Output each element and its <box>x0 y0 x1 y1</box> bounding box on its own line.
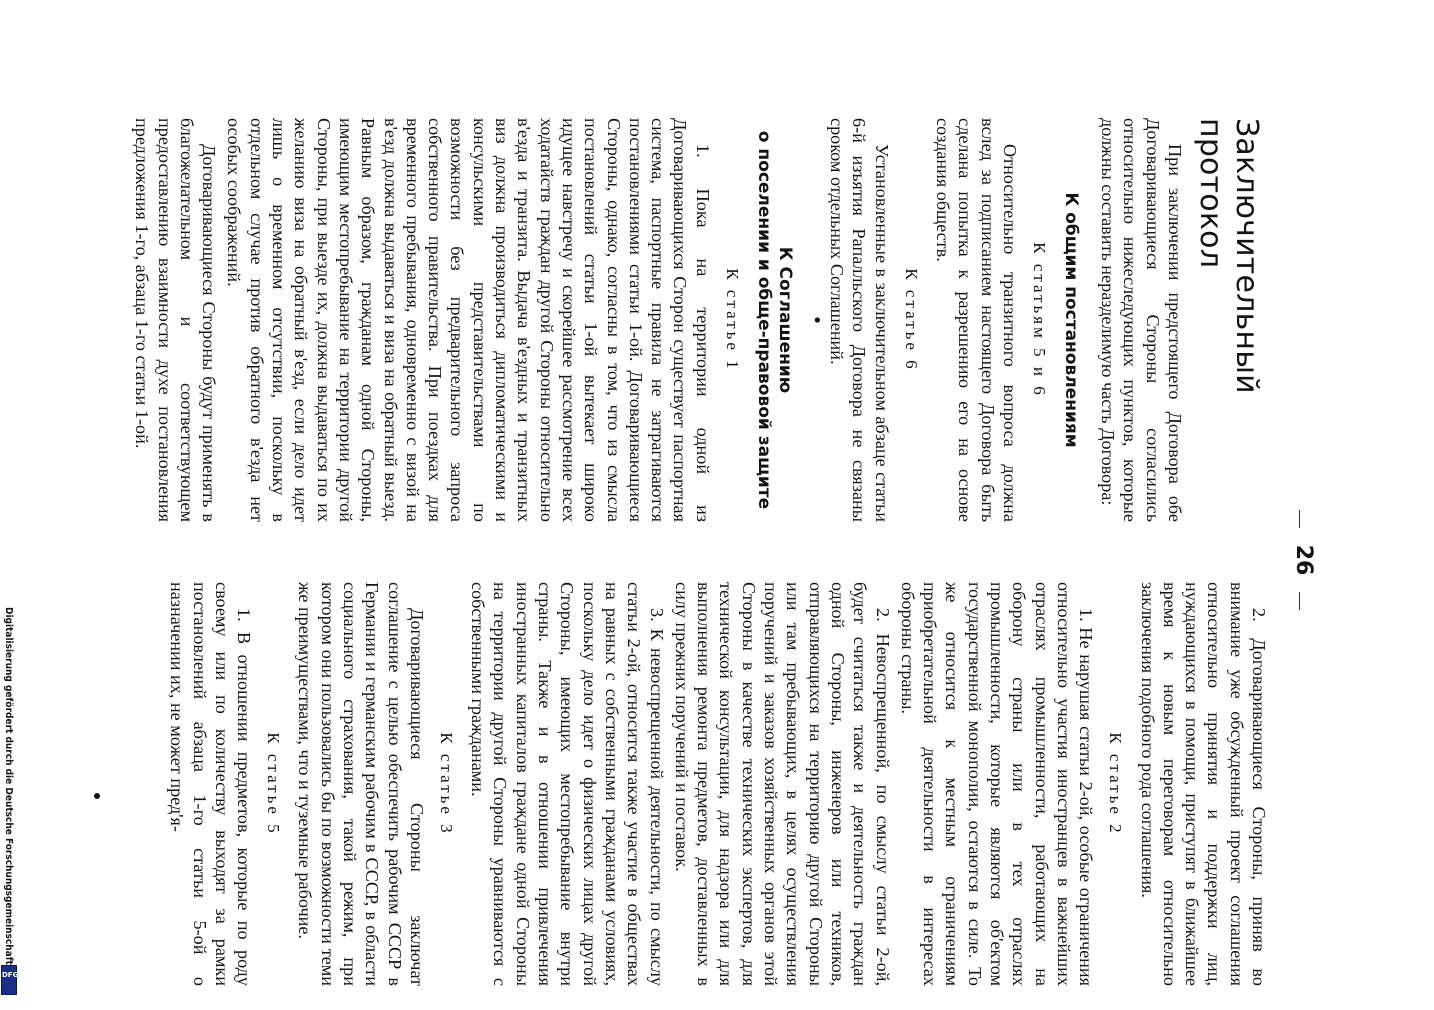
section-heading-general: К общим постановлениям <box>1060 192 1081 448</box>
paragraph-art2-3: 3. К невоспрещенной деятельности, по смыслу статьи 2-ой, относится также участие в обществах на равных с собственными гражданами условиях, поскольку дело идет о физических лицах другой Стороны, имеющих местопребывание внутри страны. Также и в отношении привлечения иностранных капиталов граждане одной Стороны на территории другой Стороны уравниваются с собственными гражданами. <box>468 582 667 986</box>
scanned-page <box>90 110 1320 1010</box>
section-subheading-art5: К статье 5 <box>264 732 284 836</box>
dfg-logo-label: DFG <box>2 971 19 979</box>
section-heading-agreement: К Соглашению <box>774 246 795 394</box>
section-subheading-art1: К статье 1 <box>722 268 742 372</box>
section-subheading-art5-6: К статьям 5 и 6 <box>1029 242 1049 398</box>
header-rule-right <box>1299 592 1300 610</box>
document-title: Заключительный протокол <box>1193 118 1264 394</box>
dfg-logo-icon <box>1 965 17 995</box>
paragraph-visas: 1. Пока на территории одной из Договаривающихся Сторон существует паспортная система, паспортные правила не затрагиваются постановлениями статьи 1-ой. Договаривающиеся Стороны, однако, согласны в том, что из смысла постановлений статьи 1-ой вытекает широко идущее навстречу и скорейшее рассмотрение всех ходатайств граждан другой Стороны относительно в'езда и транзита. Выдача в'ездных и транзитных виз должна производиться дипломатическими и консульскими представительствами по возможности без предварительного запроса собственного правительства. При поездках для временного пребывания, одновременно с визой на в'езд должна выдаваться и виза на обратный выезд. Равным образом, гражданам одной Стороны, имеющим местопребывание на территории другой Стороны, при выезде их, должна выдаваться по их желанию виза на обратный в'езд, если дело идет лишь о временном отсутствии, поскольку в отдельном случае против обратного в'езда нет особых соображений. <box>224 118 713 522</box>
scan-speck <box>94 793 100 799</box>
section-subheading-art3: К статье 3 <box>436 732 456 836</box>
page-number: 26 <box>1291 544 1316 576</box>
section-heading-agreement-sub: о поселении и обще-правовой защите <box>753 130 774 510</box>
paragraph-art3: Договаривающиеся Стороны заключат соглашение с целью обеспечить рабочим СССР в Германии и германским рабочим в СССР, в области социального страхования, такой режим, при котором они пользовались бы по возможности теми же преимуществами, что и туземные рабочие. <box>295 582 427 986</box>
paragraph-art5: 1. В отношении предметов, которые по роду своему или по количеству выходят за рамки постановлений абзаца 1-го статьи 5-ой о назначении их, не может пред'я- <box>167 582 255 986</box>
right-column <box>110 582 1270 986</box>
section-subheading-art6: К статье 6 <box>901 268 921 372</box>
section-subheading-art2: К статье 2 <box>1106 732 1126 836</box>
separator-dot: • <box>804 316 830 324</box>
dfg-sidenote <box>2 607 19 992</box>
header-rule-left <box>1299 510 1300 528</box>
paragraph-transit: Относительно транзитного вопроса должна вслед за подписанием настоящего Договора быть сделана попытка к разрешению его на основе создания обществ. <box>932 118 1020 522</box>
paragraph-art2-2: 2. Невоспрещенной, по смыслу статьи 2-ой, будет считаться также и деятельность граждан одной Стороны, инженеров или техников, отправляющихся на территорию другой Стороны или там пребывающих, в целях осуществления поручений и заказов хозяйственных органов этой Стороны в качестве технических экспертов, для технической консультации, для надзора или для выполнения ремонта предметов, доставленных в силу прежних поручений и поставок. <box>671 582 893 986</box>
intro-paragraph: При заключении предстоящего Договора обе Договаривающиеся Стороны согласились относительно нижеследующих пунктов, которые должны составить неразделимую часть Договора: <box>1098 118 1185 522</box>
paragraph-art2-1: 1. Не нарушая статьи 2-ой, особые ограничения относительно участия иностранцев в важнейших отраслях промышленности, работающих на оборону страны или в тех отраслях промышленности, которые являются об'ектом государственной монополии, остаются в силе. То же относится к местным ограничениям приобретательной деятельности в интересах обороны страны. <box>897 582 1097 986</box>
left-column <box>110 118 1270 522</box>
paragraph-rapallo: Установленные в заключительном абзаце статьи 6-й изъятия Рапалльского Договора не связаны сроком отдельных Соглашений. <box>827 118 892 522</box>
page-header <box>1280 110 1320 1010</box>
paragraph-reciprocity: Договаривающиеся Стороны будут применять в благожелательном и соответствующем предоставлению взаимности духе постановления предложения 1-го, абзаца 1-го статьи 1-ой. <box>132 118 220 522</box>
dfg-sidenote-text: Digitalisierung gefördert durch die Deutsche Forschungsgemeinschaft <box>3 607 14 965</box>
paragraph-assistance: 2. Договаривающиеся Стороны, приняв во внимание уже обсужденный проект соглашения относительно принятия и поддержки лиц, нуждающихся в помощи, приступят в ближайшее время к новым переговорам относительно заключения подобного рода соглашения. <box>1137 582 1269 986</box>
